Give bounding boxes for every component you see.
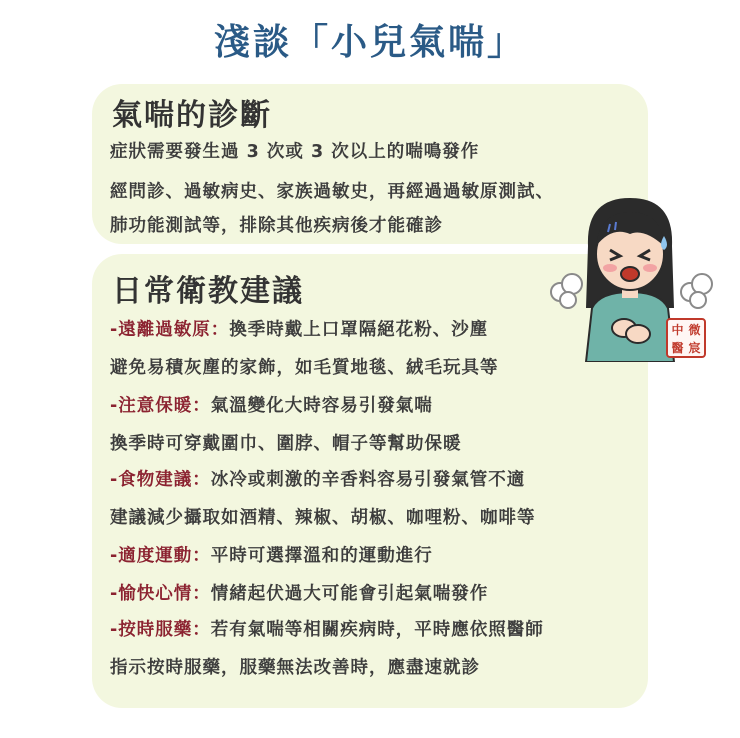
advice-item [110,392,433,417]
advice-label: -適度運動： [110,546,211,566]
advice-label: -愉快心情： [110,584,211,604]
stamp-char: 中 [671,323,684,337]
advice-label: -遠離過敏原： [110,320,230,340]
page-title: 淺談「小兒氣喘」 [213,22,526,63]
advice-text: 平時可選擇溫和的運動進行 [210,546,433,566]
advice-text: 換季時戴上口罩隔絕花粉、沙塵 [229,320,489,340]
stamp-char: 宸 [688,341,701,355]
advice-text: 情緒起伏過大可能會引起氣喘發作 [210,584,489,604]
advice-continuation: 建議減少攝取如酒精、辣椒、胡椒、咖哩粉、咖啡等 [110,508,536,528]
diagnosis-heading: 氣喘的診斷 [112,98,272,133]
advice-item [110,466,525,491]
diagnosis-line: 症狀需要發生過 3 次或 3 次以上的喘鳴發作 [110,142,480,162]
advice-text: 若有氣喘等相關疾病時，平時應依照醫師 [210,620,544,640]
advice-heading: 日常衛教建議 [112,274,304,309]
advice-text: 冰冷或刺激的辛香料容易引發氣管不適 [210,470,526,490]
advice-continuation: 換季時可穿戴圍巾、圍脖、帽子等幫助保暖 [110,434,462,454]
advice-item [110,542,433,567]
advice-label: -按時服藥： [110,620,211,640]
advice-label: -注意保暖： [110,396,211,416]
advice-text: 氣溫變化大時容易引發氣喘 [210,396,433,416]
stamp-char: 微 [688,323,701,337]
stamp-logo [666,318,706,358]
stamp-char: 醫 [671,341,684,355]
advice-item [110,580,488,605]
diagnosis-line: 經問診、過敏病史、家族過敏史，再經過過敏原測試、 [110,182,554,202]
diagnosis-line: 肺功能測試等，排除其他疾病後才能確診 [110,216,443,236]
advice-item [110,316,488,341]
advice-item [110,616,544,641]
advice-label: -食物建議： [110,470,211,490]
advice-continuation: 避免易積灰塵的家飾，如毛質地毯、絨毛玩具等 [110,358,499,378]
advice-continuation: 指示按時服藥，服藥無法改善時，應盡速就診 [110,658,480,678]
